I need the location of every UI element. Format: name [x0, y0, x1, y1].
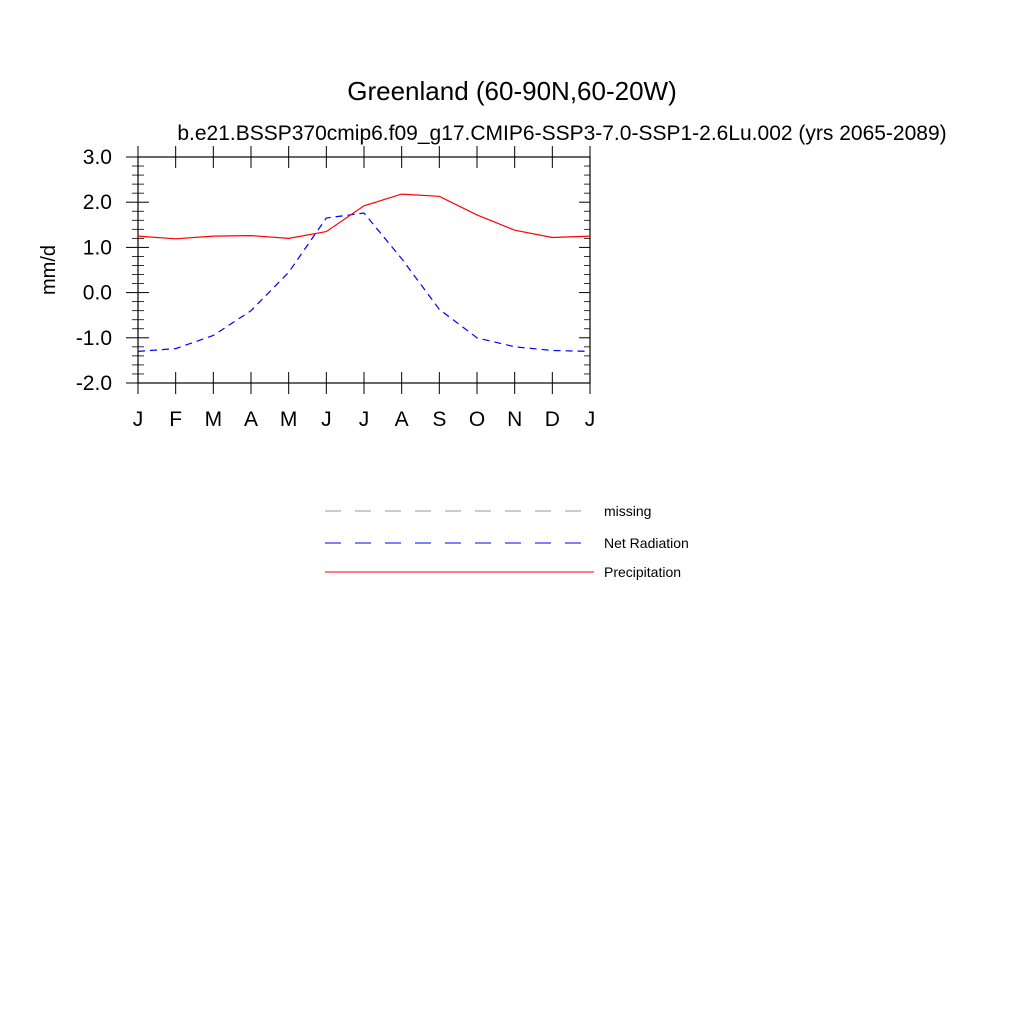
- ticks-layer: [76, 146, 595, 431]
- legend-label-net-radiation: Net Radiation: [604, 535, 689, 551]
- x-tick-label: J: [358, 408, 370, 431]
- x-tick-label: J: [321, 408, 332, 431]
- y-tick-label: 1.0: [82, 236, 112, 260]
- legend-label-precipitation: Precipitation: [604, 564, 682, 580]
- y-tick-label: -1.0: [75, 326, 112, 350]
- plot-frame: [138, 157, 590, 383]
- x-tick-label: S: [432, 408, 447, 431]
- x-tick-label: N: [507, 408, 523, 431]
- legend: [325, 503, 689, 580]
- y-tick-label: 0.0: [82, 281, 112, 305]
- legend-label-missing: missing: [604, 503, 652, 519]
- y-tick-label: -2.0: [75, 372, 112, 395]
- x-tick-label: D: [544, 408, 560, 431]
- x-tick-label: M: [279, 408, 298, 431]
- series-line-net-radiation: [138, 213, 590, 351]
- y-axis-label: mm/d: [38, 245, 60, 295]
- chart-title: Greenland (60-90N,60-20W): [347, 76, 677, 106]
- y-tick-label: 2.0: [82, 191, 112, 215]
- chart-subtitle: b.e21.BSSP370cmip6.f09_g17.CMIP6-SSP3-7.0-SSP1-2.6Lu.002 (yrs 2065-2089): [177, 122, 947, 145]
- y-tick-label: 3.0: [82, 146, 112, 169]
- x-tick-label: A: [394, 408, 409, 431]
- x-tick-label: M: [204, 408, 223, 431]
- x-tick-label: J: [584, 408, 596, 431]
- x-tick-label: F: [169, 408, 183, 431]
- series-layer: [138, 194, 590, 351]
- x-tick-label: J: [132, 408, 144, 431]
- x-tick-label: O: [468, 408, 486, 431]
- x-tick-label: A: [243, 408, 259, 431]
- series-line-precipitation: [138, 194, 590, 239]
